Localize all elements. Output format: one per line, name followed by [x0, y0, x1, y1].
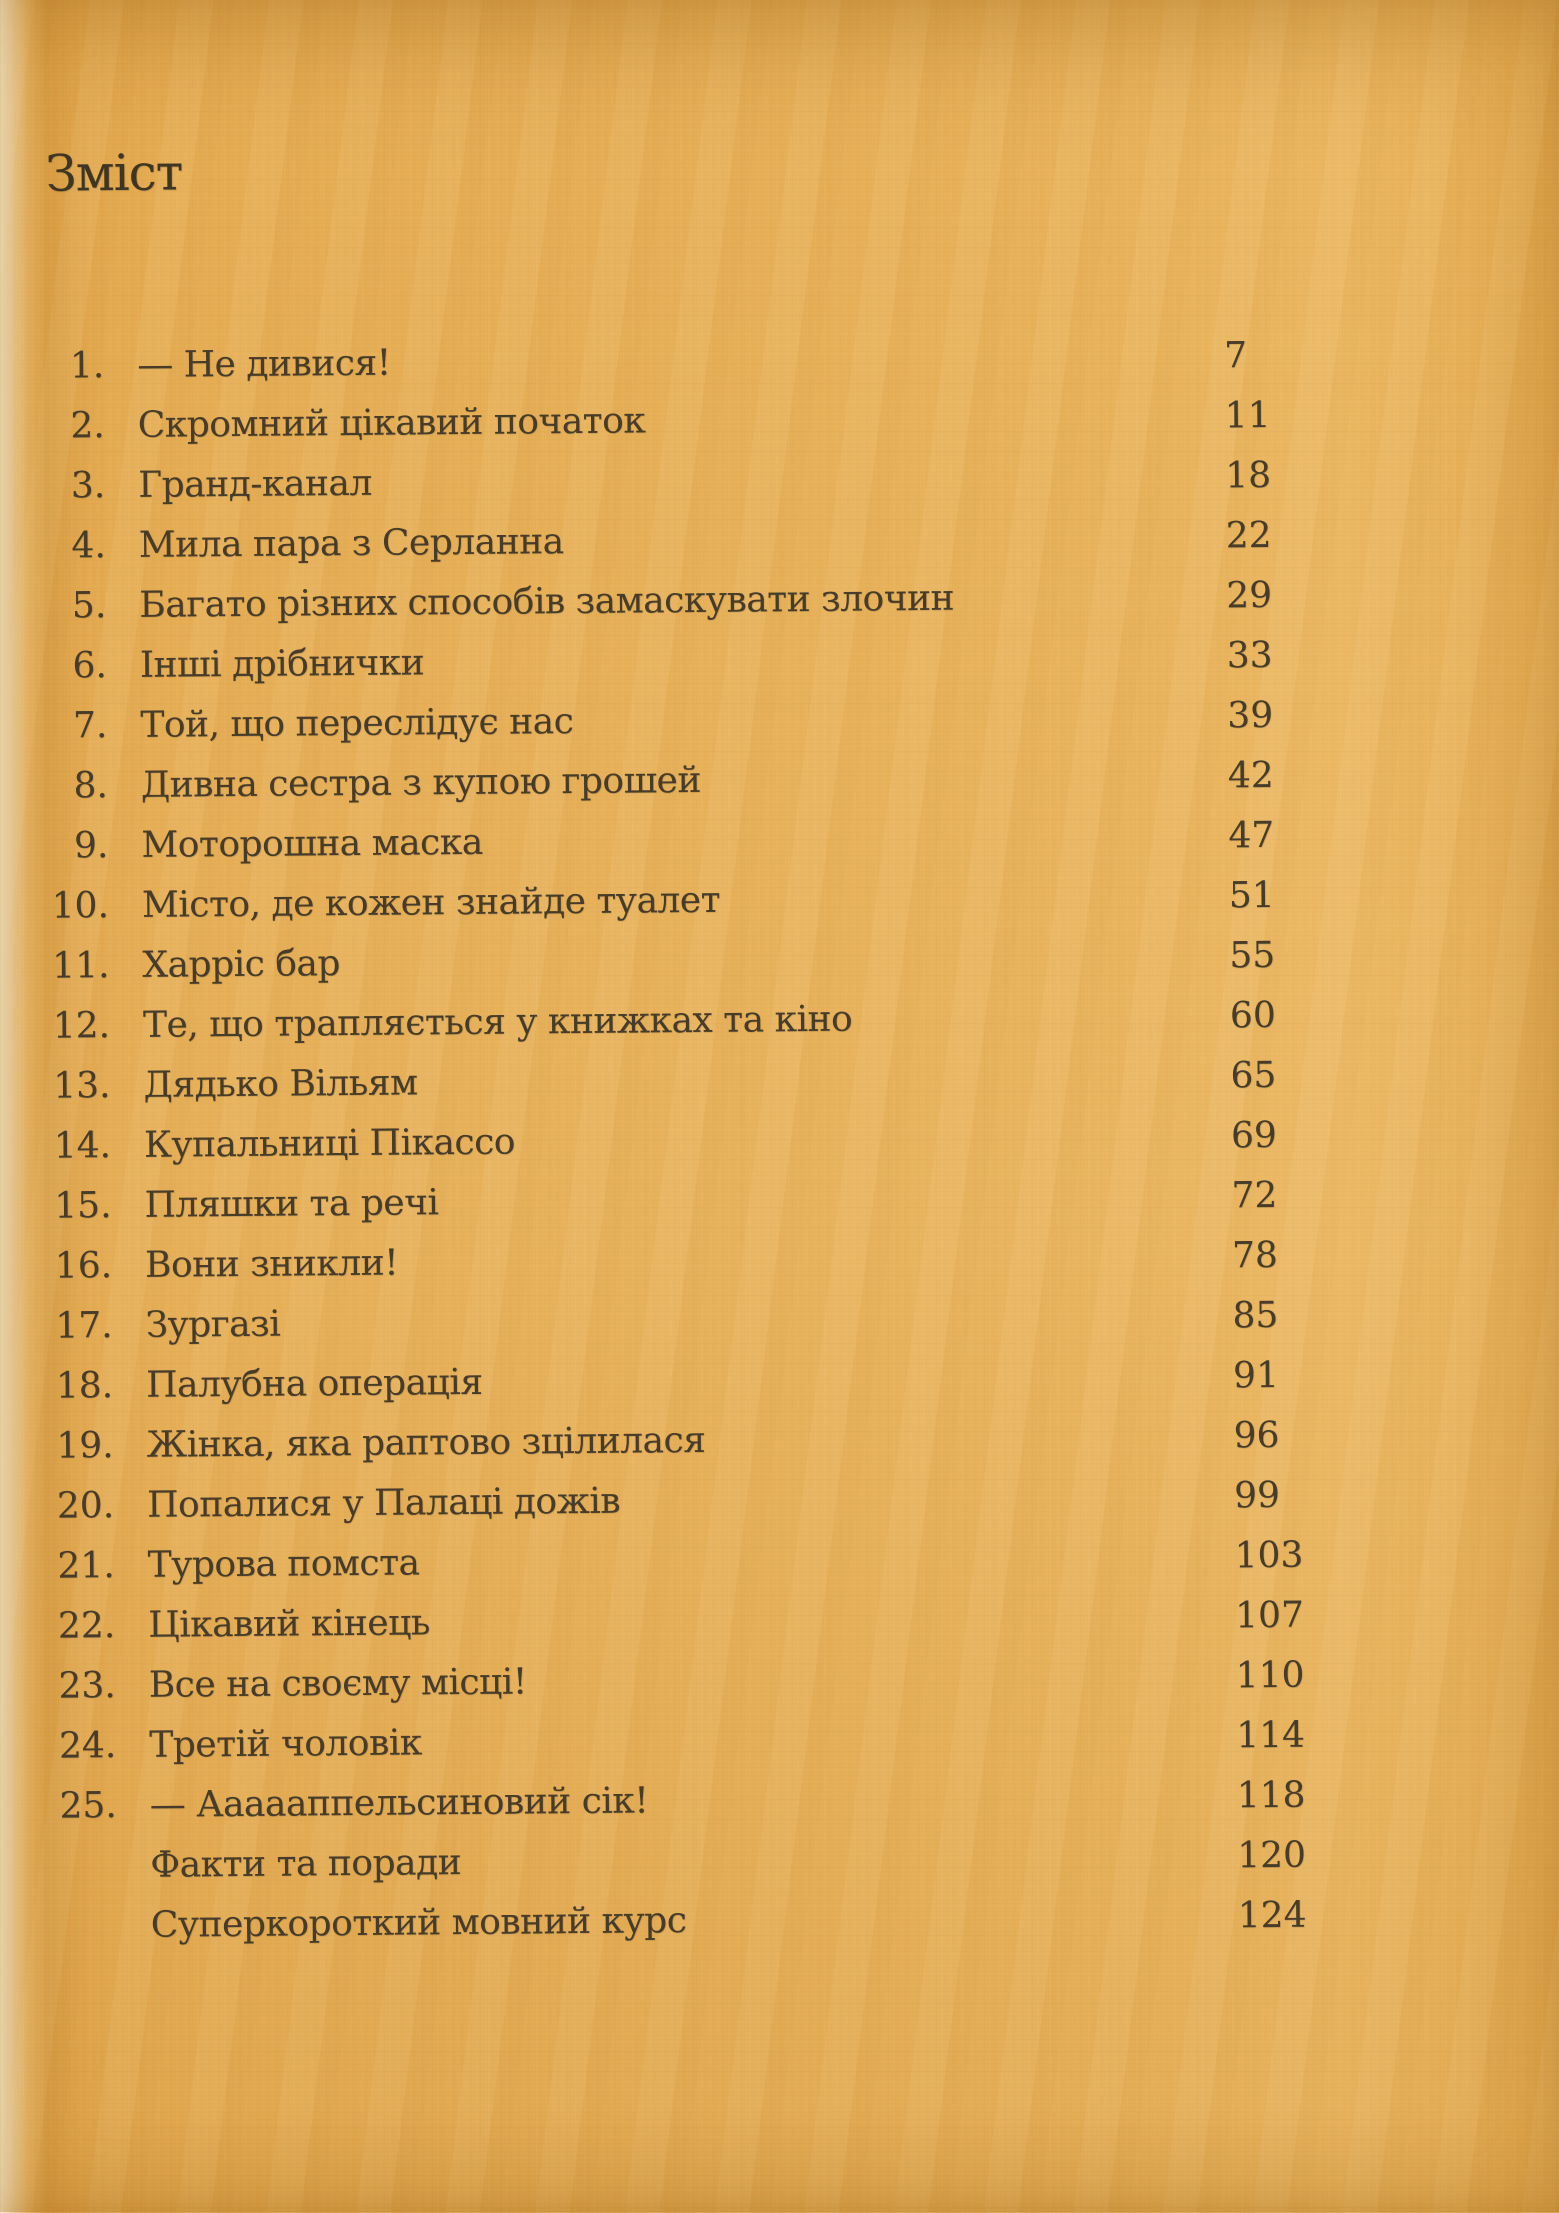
toc-entry [14, 1883, 1559, 1957]
chapter-number: 7. [72, 705, 108, 747]
page-number: 120 [1237, 1834, 1307, 1877]
chapter-number: 23. [58, 1665, 116, 1707]
chapter-title: — Аааааппельсиновий сік! [149, 1780, 649, 1826]
chapter-title: Інші дрібнички [139, 642, 425, 686]
page-number: 7 [1224, 335, 1248, 377]
chapter-number: 17. [55, 1305, 113, 1347]
chapter-title: Скромний цікавий початок [137, 400, 646, 446]
page-number: 42 [1227, 754, 1274, 797]
chapter-number: 19. [56, 1425, 114, 1467]
page-number: 114 [1236, 1714, 1306, 1757]
chapter-number: 8. [73, 765, 109, 807]
chapter-title: Дядько Вільям [143, 1062, 418, 1106]
chapter-title: Вони зникли! [144, 1242, 399, 1286]
chapter-number: 6. [72, 645, 108, 687]
chapter-title: Все на своєму місці! [148, 1661, 527, 1706]
chapter-title: Купальниці Пікассо [143, 1121, 516, 1166]
chapter-title: Місто, де кожен знайде туалет [141, 879, 721, 926]
page-number: 91 [1232, 1354, 1280, 1397]
chapter-title: Турова помста [147, 1542, 420, 1586]
page-number: 107 [1234, 1594, 1305, 1637]
page-title: Зміст [45, 143, 183, 203]
chapter-title: Гранд-канал [138, 462, 372, 506]
page-number: 99 [1233, 1474, 1281, 1517]
page-number: 18 [1225, 454, 1272, 497]
chapter-number: 2. [70, 405, 105, 447]
chapter-title: Той, що переслідує нас [140, 701, 574, 746]
page-number: 85 [1232, 1294, 1279, 1337]
chapter-number: 5. [71, 585, 107, 627]
chapter-number: 9. [73, 825, 109, 867]
chapter-number: 15. [54, 1185, 112, 1227]
chapter-title: Факти та поради [150, 1842, 462, 1886]
chapter-number: 22. [57, 1605, 116, 1647]
chapter-number: 25. [59, 1785, 117, 1827]
chapter-title: Попалися у Палаці дожів [146, 1480, 621, 1526]
page-number: 103 [1234, 1534, 1304, 1577]
page-number: 22 [1225, 514, 1272, 557]
page-number: 118 [1236, 1774, 1306, 1817]
chapter-number [13, 1836, 117, 1837]
page-number: 69 [1230, 1114, 1277, 1157]
page-number: 124 [1237, 1894, 1307, 1937]
page-number: 96 [1233, 1414, 1280, 1457]
chapter-title: Харріс бар [142, 943, 341, 986]
chapter-title: — Не дивися! [137, 342, 391, 386]
chapter-number: 13. [53, 1065, 111, 1107]
chapter-number [14, 1896, 118, 1897]
chapter-number: 16. [54, 1245, 113, 1287]
page-number: 65 [1230, 1054, 1277, 1097]
page-number: 51 [1228, 874, 1275, 917]
chapter-title: Суперкороткий мовний курс [150, 1900, 687, 1946]
page-number: 11 [1224, 394, 1271, 437]
page-number: 55 [1229, 934, 1276, 977]
chapter-number: 3. [70, 465, 106, 507]
chapter-title: Мила пара з Серланна [138, 521, 564, 566]
chapter-title: Цікавий кінець [148, 1602, 431, 1646]
chapter-title: Те, що трапляється у книжках та кіно [142, 998, 853, 1046]
chapter-title: Дивна сестра з купою грошей [140, 759, 702, 806]
chapter-number: 14. [53, 1125, 112, 1167]
page-number: 110 [1235, 1654, 1305, 1697]
chapter-title: Багато різних способів замаскувати злочин [139, 577, 955, 626]
chapter-number: 20. [56, 1485, 115, 1527]
chapter-number: 12. [52, 1005, 111, 1047]
chapter-title: Третій чоловік [149, 1722, 422, 1766]
chapter-title: Жінка, яка раптово зцілилася [146, 1419, 706, 1466]
page-number: 33 [1226, 634, 1273, 677]
page-number: 39 [1227, 694, 1274, 737]
chapter-number: 24. [58, 1725, 117, 1767]
chapter-number: 11. [52, 945, 110, 987]
page-number: 72 [1231, 1174, 1278, 1217]
chapter-title: Зургазі [145, 1303, 281, 1346]
chapter-number: 18. [55, 1365, 114, 1407]
page-number: 60 [1229, 994, 1276, 1037]
toc-list [0, 323, 1559, 1957]
page-number: 47 [1228, 814, 1275, 857]
chapter-number: 21. [57, 1545, 115, 1587]
chapter-number: 4. [71, 525, 106, 567]
chapter-title: Моторошна маска [141, 821, 483, 866]
chapter-title: Пляшки та речі [144, 1182, 439, 1226]
chapter-number: 1. [69, 345, 105, 387]
chapter-title: Палубна операція [145, 1361, 483, 1406]
page-number: 78 [1231, 1234, 1279, 1277]
page-number: 29 [1226, 574, 1273, 617]
chapter-number: 10. [51, 885, 110, 927]
